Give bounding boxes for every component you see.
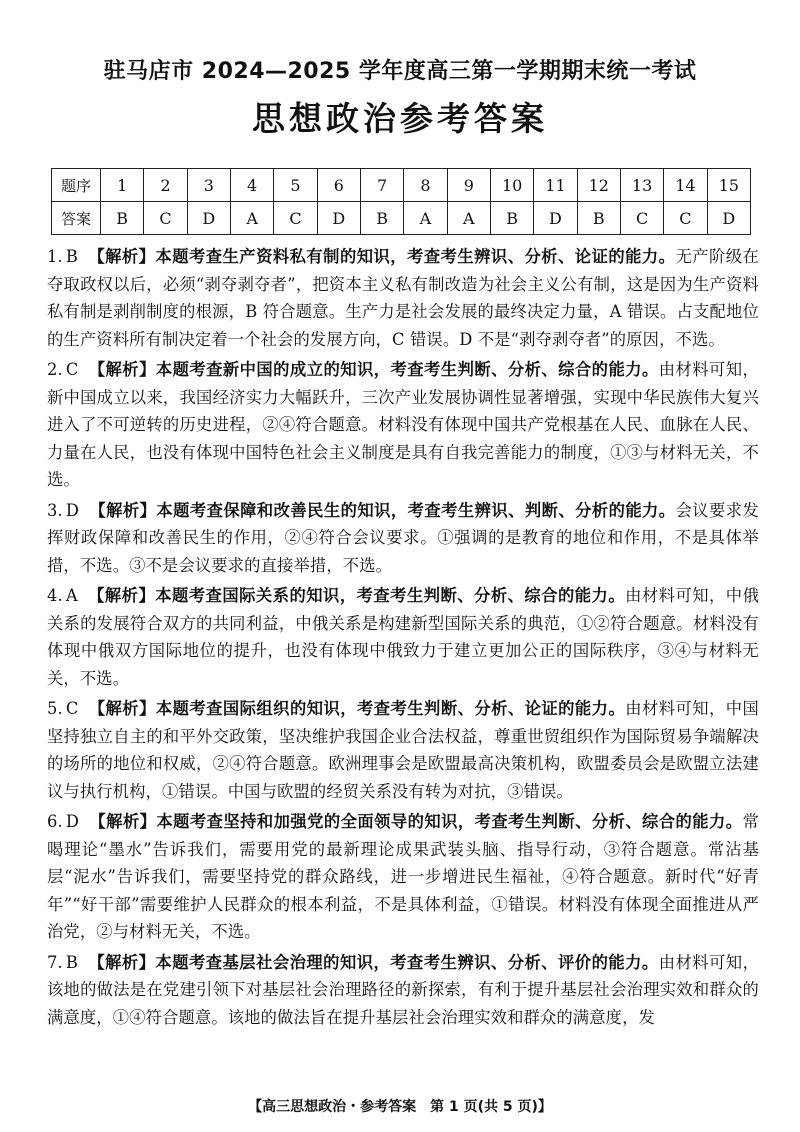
question-number-cell: 11	[534, 169, 577, 202]
analysis-tag: 【解析】	[89, 812, 157, 831]
answer-cell: A	[447, 202, 490, 235]
item-answer: D	[65, 500, 80, 520]
explanation-item	[47, 695, 759, 805]
explanation-item	[47, 356, 759, 494]
item-answer: B	[65, 952, 78, 972]
explanation-item	[47, 243, 759, 353]
question-number-cell: 4	[230, 169, 273, 202]
item-answer: C	[65, 699, 79, 718]
question-number-cell: 5	[274, 169, 317, 202]
explanation-item	[47, 497, 759, 580]
answer-row	[52, 202, 751, 235]
item-number: 1.	[47, 247, 63, 266]
analysis-tag: 【解析】	[87, 247, 156, 266]
answer-cell: B	[360, 202, 403, 235]
item-lead: 本题考查坚持和加强党的全面领导的知识，考查考生判断、分析、综合的能力。	[156, 812, 743, 831]
analysis-tag: 【解析】	[87, 952, 156, 972]
item-lead: 本题考查新中国的成立的知识，考查考生判断、分析、综合的能力。	[155, 360, 659, 379]
item-answer: A	[65, 586, 78, 605]
item-number: 3.	[47, 500, 63, 520]
question-number-cell: 14	[664, 169, 707, 202]
answer-key-table	[51, 168, 751, 235]
answer-cell: D	[534, 202, 577, 235]
item-body: 常喝理论“墨水”告诉我们，需要用党的最新理论成果武装头脑、指导行动，③符合题意。常沾基层“泥水”告诉我们，需要坚持党的群众路线，进一步增进民生福祉，④符合题意。新时代“好青年”“好干部”需要维护人民群众的根本利益，不是具体利益，①错误。材料没有体现全面推进从严治党，②与材料无关，不选。	[47, 812, 759, 941]
explanation-item	[47, 582, 759, 692]
answer-cell: D	[187, 202, 230, 235]
question-number-cell: 12	[577, 169, 620, 202]
item-body: 由材料可知，新中国成立以来，我国经济实力大幅跃升，三次产业发展协调性显著增强，实现中华民族伟大复兴进入了不可逆转的历史进程，②④符合题意。材料没有体现中国共产党根基在人民、血脉在人民、力量在人民，也没有体现中国特色社会主义制度是具有自我完善能力的制度，①③与材料无关，不选。	[47, 360, 759, 489]
answer-cell: B	[577, 202, 620, 235]
analysis-tag: 【解析】	[88, 699, 156, 718]
answer-cell: D	[317, 202, 360, 235]
question-number-cell: 3	[187, 169, 230, 202]
page-footer: 【高三思想政治・参考答案 第 1 页(共 5 页)】	[248, 1099, 552, 1115]
answer-cell: C	[144, 202, 187, 235]
item-body: 由材料可知，该地的做法是在党建引领下对基层社会治理路径的新探索，有利于提升基层社会治理实效和群众的满意度，①④符合题意。该地的做法旨在提升基层社会治理实效和群众的满意度，发	[47, 952, 759, 1027]
item-lead: 本题考查国际关系的知识，考查考生判断、分析、综合的能力。	[155, 586, 626, 605]
item-answer: D	[65, 812, 80, 831]
question-number-header: 题序	[52, 169, 101, 202]
item-number: 6.	[47, 812, 63, 831]
exam-title: 驻马店市 2024—2025 学年度高三第一学期期末统一考试	[103, 59, 697, 84]
question-number-cell: 10	[490, 169, 533, 202]
item-lead: 本题考查保障和改善民生的知识，考查考生辨识、判断、分析的能力。	[156, 500, 676, 520]
question-number-cell: 13	[620, 169, 663, 202]
item-lead: 本题考查生产资料私有制的知识，考查考生辨识、分析、论证的能力。	[155, 247, 676, 266]
answer-cell: D	[707, 202, 750, 235]
question-number-cell: 8	[404, 169, 447, 202]
answer-cell: B	[101, 202, 144, 235]
analysis-tag: 【解析】	[87, 586, 156, 605]
item-body: 无产阶级在夺取政权以后，必须“剥夺剥夺者”，把资本主义私有制改造为社会主义公有制，这是因为生产资料私有制是剥削制度的根源，B 符合题意。生产力是社会发展的最终决定力量，A 错误。占支配地位的生产资料所有制决定着一个社会的发展方向，C 错误。D 不是“剥夺剥夺者”的原因，不选。	[47, 247, 759, 349]
question-number-cell: 6	[317, 169, 360, 202]
item-body: 会议要求发挥财政保障和改善民生的作用，②④符合会议要求。①强调的是教育的地位和作用，不是具体举措，不选。③不是会议要求的直接举措，不选。	[47, 500, 759, 575]
answer-cell: B	[490, 202, 533, 235]
answer-header: 答案	[52, 202, 101, 235]
question-number-row	[52, 169, 751, 202]
item-answer: B	[65, 247, 78, 266]
answer-cell: C	[664, 202, 707, 235]
analysis-tag: 【解析】	[89, 500, 157, 520]
question-number-cell: 15	[707, 169, 750, 202]
analysis-tag: 【解析】	[88, 360, 156, 379]
answer-cell: C	[274, 202, 317, 235]
explanation-item	[47, 808, 759, 946]
answer-cell: C	[620, 202, 663, 235]
question-number-cell: 7	[360, 169, 403, 202]
item-number: 2.	[47, 360, 63, 379]
answer-cell: A	[230, 202, 273, 235]
explanation-list	[47, 243, 759, 1034]
explanation-item	[47, 949, 759, 1032]
question-number-cell: 2	[144, 169, 187, 202]
subject-title: 思想政治参考答案	[252, 99, 548, 138]
item-number: 4.	[47, 586, 63, 605]
answer-cell: A	[404, 202, 447, 235]
question-number-cell: 1	[101, 169, 144, 202]
item-body: 由材料可知，中俄关系的发展符合双方的共同利益，中俄关系是构建新型国际关系的典范，①②符合题意。材料没有体现中俄双方国际地位的提升，也没有体现中俄致力于建立更加公正的国际秩序，③④与材料无关，不选。	[47, 586, 760, 688]
item-number: 5.	[47, 699, 63, 718]
item-lead: 本题考查国际组织的知识，考查考生判断、分析、论证的能力。	[155, 699, 626, 718]
item-body: 由材料可知，中国坚持独立自主的和平外交政策，坚决维护我国企业合法权益，尊重世贸组织作为国际贸易争端解决的场所的地位和权威，②④符合题意。欧洲理事会是欧盟最高决策机构，欧盟委员会是欧盟立法建议与执行机构，①错误。中国与欧盟的经贸关系没有转为对抗，③错误。	[47, 699, 759, 801]
item-answer: C	[65, 360, 79, 379]
question-number-cell: 9	[447, 169, 490, 202]
item-lead: 本题考查基层社会治理的知识，考查考生辨识、分析、评价的能力。	[155, 952, 659, 972]
item-number: 7.	[47, 952, 63, 972]
